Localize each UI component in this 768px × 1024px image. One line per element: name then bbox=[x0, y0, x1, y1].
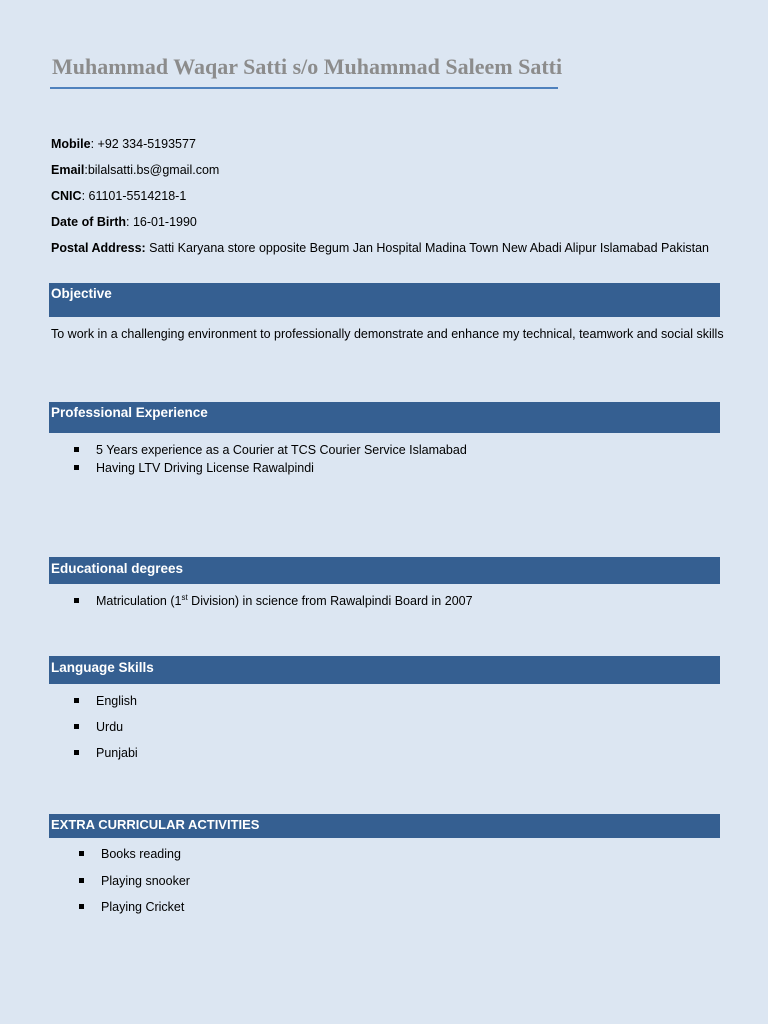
bullet-square-icon bbox=[74, 724, 79, 729]
dob-value: : 16-01-1990 bbox=[126, 215, 197, 229]
bullet-square-icon bbox=[79, 904, 84, 909]
bullet-square-icon bbox=[79, 851, 84, 856]
section-extracurricular-header: EXTRA CURRICULAR ACTIVITIES bbox=[49, 814, 720, 838]
email-value: :bilalsatti.bs@gmail.com bbox=[84, 163, 220, 177]
name-underline bbox=[50, 87, 558, 89]
mobile-label: Mobile bbox=[51, 137, 91, 151]
bullet-square-icon bbox=[79, 878, 84, 883]
section-languages-header: Language Skills bbox=[49, 656, 720, 684]
bullet-square-icon bbox=[74, 465, 79, 470]
bullet-square-icon bbox=[74, 698, 79, 703]
mobile-value: : +92 334-5193577 bbox=[90, 137, 196, 151]
candidate-name: Muhammad Waqar Satti s/o Muhammad Saleem Satti bbox=[52, 54, 563, 79]
section-objective-header: Objective bbox=[49, 283, 720, 317]
address-value: Satti Karyana store opposite Begum Jan Hospital Madina Town New Abadi Alipur Islamabad Pakistan bbox=[145, 241, 709, 255]
contact-address bbox=[51, 240, 709, 256]
contact-cnic bbox=[51, 188, 186, 204]
contact-mobile bbox=[51, 136, 196, 152]
bullet-square-icon bbox=[74, 750, 79, 755]
bullet-square-icon bbox=[74, 598, 79, 603]
cnic-value: : 61101-5514218-1 bbox=[81, 189, 187, 203]
contact-email bbox=[51, 162, 219, 178]
cnic-label: CNIC bbox=[51, 189, 82, 203]
bullet-square-icon bbox=[74, 447, 79, 452]
section-education-header: Educational degrees bbox=[49, 557, 720, 584]
objective-text: To work in a challenging environment to professionally demonstrate and enhance my technical, teamwork and social skills bbox=[51, 327, 724, 341]
contact-dob bbox=[51, 214, 197, 230]
email-label: Email bbox=[51, 163, 85, 177]
section-experience-header: Professional Experience bbox=[49, 402, 720, 433]
address-label: Postal Address: bbox=[51, 241, 146, 255]
dob-label: Date of Birth bbox=[51, 215, 126, 229]
